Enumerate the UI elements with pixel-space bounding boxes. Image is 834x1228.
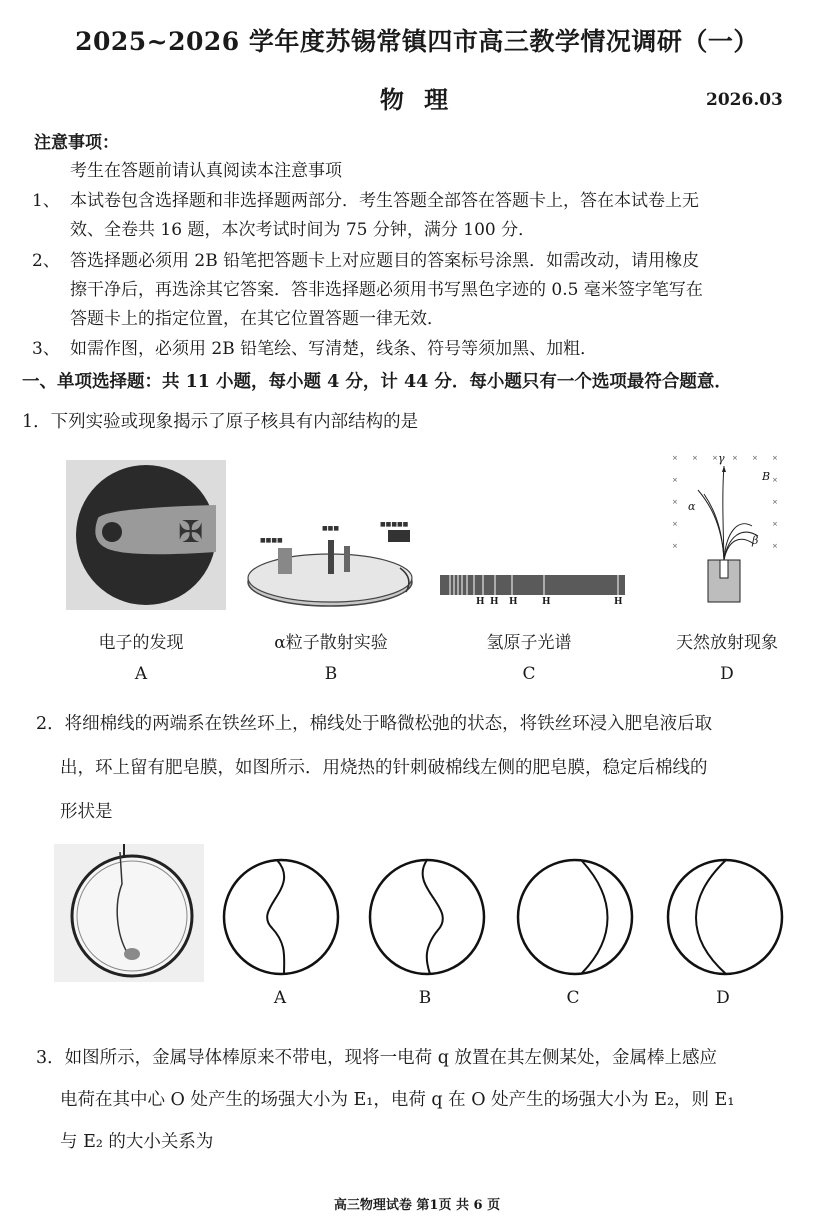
svg-text:×: × [712,454,718,462]
q1-option-b-letter: B [324,664,338,684]
notice-item-3-line-1: 如需作图，必须用 2B 铅笔绘、写清楚，线条、符号等须加黑、加粗． [70,339,598,359]
svg-text:×: × [672,454,678,462]
svg-text:×: × [752,454,758,462]
svg-text:×: × [772,454,778,462]
svg-text:×: × [772,476,778,484]
spectrum-label-3: H [509,597,518,607]
svg-text:×: × [772,520,778,528]
q2-option-b-letter: B [418,988,432,1008]
svg-text:■■■■■: ■■■■■ [380,521,409,528]
notice-item-2-line-2: 擦干净后，再选涂其它答案．答非选择题必须用书写黑色字迹的 0.5 毫米签字笔写在 [70,280,703,300]
section-heading: 一、单项选择题：共 11 小题，每小题 4 分，计 44 分．每小题只有一个选项最符合题意． [22,372,732,392]
q2-option-d-diagram [666,858,784,976]
beta-label: β [752,534,759,547]
figure-electron-discovery [66,460,226,610]
q1-stem: 1．下列实验或现象揭示了原子核具有内部结构的是 [22,412,419,432]
notice-item-2-line-3: 答题卡上的指定位置，在其它位置答题一律无效． [70,309,444,329]
q1-option-c-caption: 氢原子光谱 [486,633,572,653]
q1-option-d-letter: D [720,664,734,684]
spectrum-label-1: H [476,597,485,607]
svg-text:×: × [672,476,678,484]
q2-line-1: 2．将细棉线的两端系在铁丝环上，棉线处于略微松弛的状态，将铁丝环浸入肥皂液后取 [36,714,713,734]
q2-option-b-diagram [368,858,486,976]
svg-text:■■■■: ■■■■ [260,537,283,544]
notice-item-2-num: 2、 [32,251,60,271]
field-label: B [762,470,771,483]
q2-option-d-letter: D [716,988,730,1008]
svg-text:×: × [672,498,678,506]
q1-option-c-letter: C [522,664,536,684]
notice-item-1-line-2: 效、全卷共 16 题，本次考试时间为 75 分钟，满分 100 分． [70,220,536,240]
svg-text:✠: ✠ [178,515,204,550]
svg-text:×: × [772,542,778,550]
q3-line-2: 电荷在其中心 O 处产生的场强大小为 E₁，电荷 q 在 O 处产生的场强大小为 E₂，则 E₁ [60,1090,735,1110]
exam-title: 2025~2026 学年度苏锡常镇四市高三教学情况调研（一） [75,27,759,56]
spectrum-label-2: H [490,597,499,607]
q1-option-a-letter: A [134,664,148,684]
page-footer: 高三物理试卷 第1页 共 6 页 [333,1198,501,1213]
q3-line-3: 与 E₂ 的大小关系为 [60,1132,214,1152]
figure-alpha-scattering [238,500,423,610]
notice-item-1-num: 1、 [32,191,60,211]
q2-line-2: 出，环上留有肥皂膜，如图所示．用烧热的针刺破棉线左侧的肥皂膜，稳定后棉线的 [60,758,708,778]
q2-option-a-letter: A [273,988,287,1008]
q2-option-c-diagram [516,858,634,976]
notice-item-3-num: 3、 [32,339,60,359]
svg-text:×: × [772,498,778,506]
q2-line-3: 形状是 [60,802,113,822]
notice-item-1-line-1: 本试卷包含选择题和非选择题两部分．考生答题全部答在答题卡上，答在本试卷上无 [70,191,699,211]
spectrum-label-4: H [542,597,551,607]
exam-date: 2026.03 [706,90,783,110]
q1-option-b-caption: α粒子散射实验 [274,633,388,653]
svg-text:×: × [672,520,678,528]
spectrum-label-5: H [614,597,623,607]
q2-option-a-diagram [222,858,340,976]
notice-intro: 考生在答题前请认真阅读本注意事项 [70,161,342,181]
q2-option-c-letter: C [566,988,580,1008]
notice-item-2-line-1: 答选择题必须用 2B 铅笔把答题卡上对应题目的答案标号涂黑．如需改动，请用橡皮 [70,251,700,271]
subject-title: 物 理 [379,85,455,114]
q1-option-d-caption: 天然放射现象 [676,633,778,653]
figure-soap-film-ring [54,844,204,982]
figure-hydrogen-spectrum [440,575,625,615]
svg-text:■■■: ■■■ [322,525,340,532]
svg-text:×: × [732,454,738,462]
q1-option-a-caption: 电子的发现 [98,633,184,653]
gamma-label: γ [718,452,725,465]
svg-text:×: × [672,542,678,550]
q3-line-1: 3．如图所示，金属导体棒原来不带电，现将一电荷 q 放置在其左侧某处，金属棒上感应 [36,1048,717,1068]
svg-text:×: × [692,454,698,462]
alpha-label: α [688,500,696,513]
notice-heading: 注意事项： [34,133,119,153]
